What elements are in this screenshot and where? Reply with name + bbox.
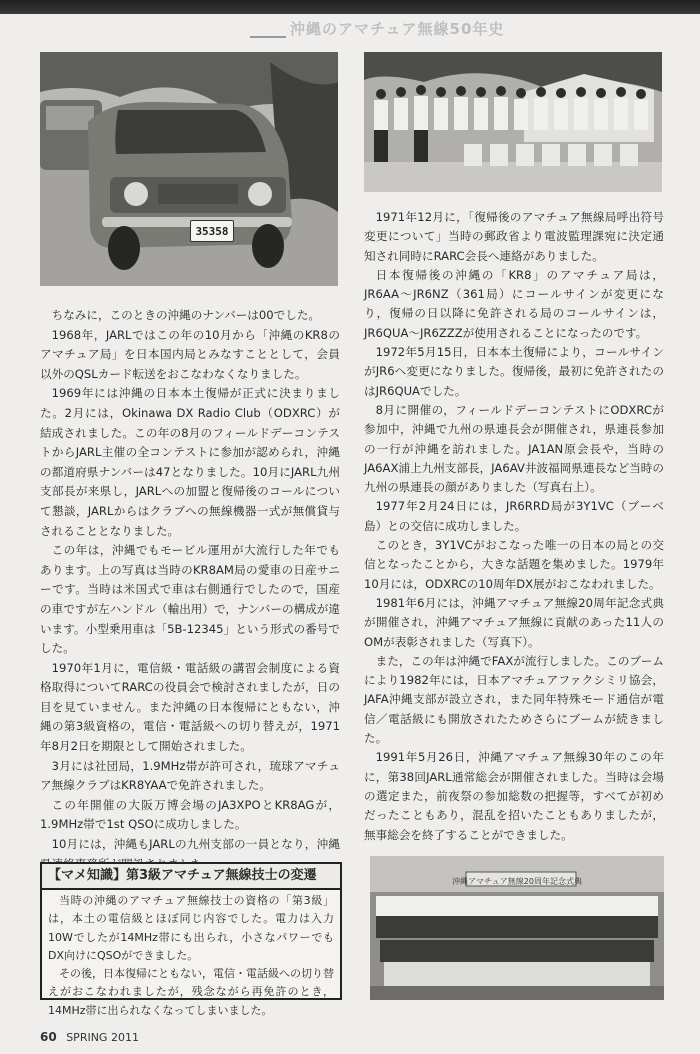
- license-plate: 35358: [190, 220, 234, 242]
- left-text-column: [40, 306, 340, 874]
- paragraph: 1972年5月15日，日本本土復帰により，コールサインがJR6へ変更になりました。復帰後，最初に免許されたのはJR6QUAでした。: [364, 345, 664, 398]
- paragraph: 1971年12月に，「復帰後のアマチュア無線局呼出符号変更について」当時の郵政省より電波監理課宛に決定通知され同時にRARC会長へ連絡がありました。: [364, 210, 664, 263]
- trivia-box-body: [48, 892, 334, 1020]
- paragraph: この年開催の大阪万博会場のJA3XPOとKR8AGが，1.9MHz帯で1st QSOに成功しました。: [40, 797, 340, 832]
- paragraph: また，この年は沖縄でFAXが流行しました。このブームにより1982年には，日本アマチュアファクシミリ協会，JAFA沖縄支部が設立され，また同年特殊モード通信が電信／電話級にも開放されたためさらにブームが続きました。: [364, 653, 664, 746]
- paragraph: この年は，沖縄でもモービル運用が大流行した年でもあります。上の写真は当時のKR8AM局の愛車の日産サニーです。当時は米国式で車は右側通行でしたので，国産の車ですが左ハンドル（輸出用）で，ナンバーの構成が違います。小型乗用車は「5B-12345」という形式の番号でした。: [40, 543, 340, 656]
- paragraph: 日本復帰後の沖縄の「KR8」のアマチュア局は，JR6AA～JR6NZ（361局）にコールサインが変更になり，復帰の日以降に免許される局のコールサインは，JR6QUA～JR6ZZZが使用されることになったのです。: [364, 267, 664, 340]
- right-text-column: [364, 208, 664, 845]
- paragraph: その後，日本復帰にともない，電信・電話級への切り替えがおこなわれましたが，残念ながら再免許のとき，14MHz帯に出られなくなってしまいました。: [48, 967, 334, 1017]
- ceremony-banner-text: 沖縄アマチュア無線20周年記念式典: [452, 877, 582, 886]
- trivia-box-title: 【マメ知識】第3級アマチュア無線技士の変遷: [42, 864, 340, 890]
- section-header: 沖縄のアマチュア無線50年史: [290, 20, 505, 38]
- paragraph: 1969年には沖縄の日本本土復帰が正式に決まりました。2月には，Okinawa DX Radio Club（ODXRC）が結成されました。この年の8月のフィールドデーコンテストからJARL主催の全コンテストに参加が認められ，沖縄の都道府県ナンバーは47となりました。10月にJARL九州支部長が来県し，JARLへの加盟と復帰後のコールについて懇談，JARLからはクラブへの無線機器一式が無償貸与されることとなりました。: [40, 386, 340, 538]
- paragraph: 当時の沖縄のアマチュア無線技士の資格の「第3級」は，本土の電信級とほぼ同じ内容でした。電力は入力10Wでしたが14MHz帯にも出られ，小さなパワーでもDX向けにQSOができました。: [48, 894, 334, 962]
- paragraph: 3月には社団局，1.9MHz帯が許可され，琉球アマチュア無線クラブはKR8YAAで免許されました。: [40, 758, 340, 793]
- paragraph: 1981年6月には，沖縄アマチュア無線20周年記念式典が開催され，沖縄アマチュア無線に貢献のあった11人のOMが表彰されました（写真下）。: [364, 595, 664, 649]
- car-photo: [40, 52, 338, 286]
- page-footer: [40, 1030, 139, 1044]
- paragraph: 10月には，沖縄もJARLの九州支部の一員となり，沖縄: [51, 837, 340, 852]
- trivia-box: [40, 862, 342, 1017]
- paragraph: 8月に開催の，フィールドデーコンテストにODXRCが参加中，沖縄で九州の県連長会が開催され，県連長参加の一行が沖縄を訪れました。JA1AN原会長や，当時のJA6AX浦上九州支部長，JA6AV井波福岡県連長など当時の九州の県連長の顔がありました（写真右上）。: [364, 402, 664, 495]
- issue-label: SPRING 2011: [66, 1031, 139, 1044]
- paragraph: 1970年1月に，電信級・電話級の講習会制度による資格取得についてRARCの役員会で検討されましたが，日の目を見ていません。また沖縄の日本復帰にともない，沖縄の第3級資格の，電信・電話級への切り替えが，1971年8月2日を期限として開始されました。: [40, 660, 340, 754]
- paragraph: ちなみに，このときの沖縄のナンバーは00でした。: [51, 308, 321, 322]
- group-photo-outdoor: [364, 52, 662, 192]
- top-dark-band: [0, 0, 700, 14]
- page-number: 60: [40, 1030, 57, 1044]
- paragraph: このとき，3Y1VCがおこなった唯一の日本の局との交信となったことから，大きな話題を集めました。1979年10月には，ODXRCの10周年DX展がおこなわれました。: [364, 538, 664, 591]
- paragraph: 1968年，JARLではこの年の10月から「沖縄のKR8のアマチュア局」を日本国内局とみなすこととして，会員以外のQSLカード転送をおこなわなくなりました。: [40, 327, 340, 381]
- header-rule: [250, 36, 286, 38]
- paragraph: 1991年5月26日，沖縄アマチュア無線30年のこの年に，第38回JARL通常総会が開催されました。当時は会場の選定また，前夜祭の参加総数の把握等，すべてが初めだったこともあり，混乱を招いたこともありましたが，無事総会を終了することができました。: [364, 750, 664, 842]
- paragraph: 1977年2月24日には，JR6RRD局が3Y1VC（ブーベ島）との交信に成功しました。: [364, 499, 664, 533]
- ceremony-group-photo: [370, 856, 664, 1000]
